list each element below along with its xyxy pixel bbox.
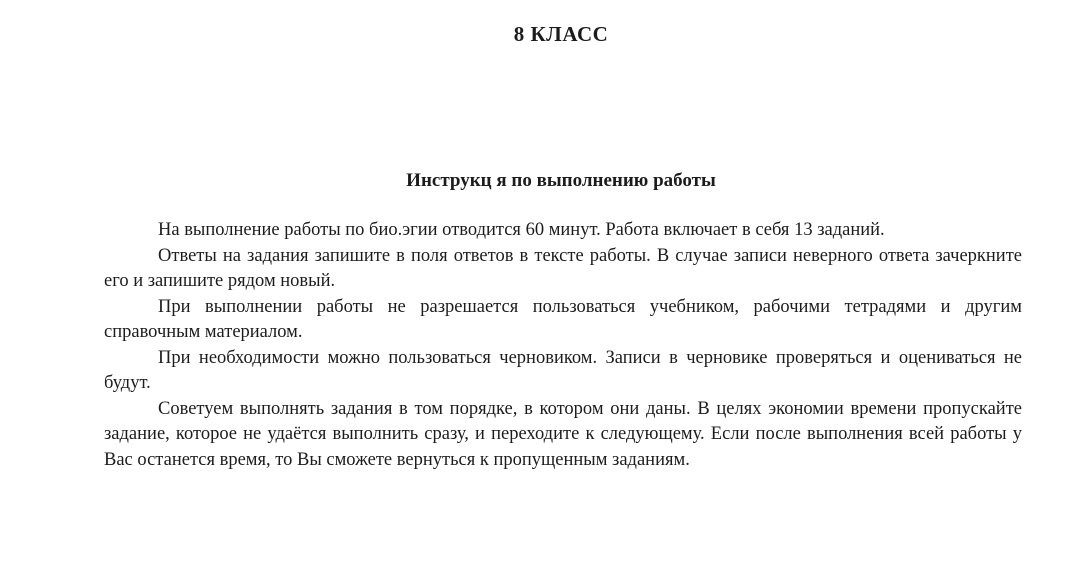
- paragraph-advice: Советуем выполнять задания в том порядке, в котором они даны. В целях экономии времени пропускайте задание, которое не удаётся выполнить сразу, и переходите к следующему. Если после выполнения всей работы у Вас останется время, то Вы сможете вернуться к пропущенным заданиям.: [104, 398, 1022, 470]
- paragraph-time-limit: На выполнение работы по био.эгии отводится 60 минут. Работа включает в себя 13 заданий.: [158, 220, 885, 240]
- paragraph-answers: Ответы на задания запишите в поля ответов в тексте работы. В случае записи неверного ответа зачеркните его и запишите рядом новый.: [104, 245, 1022, 291]
- paragraph-draft: При необходимости можно пользоваться черновиком. Записи в черновике проверяться и оцениваться не будут.: [104, 347, 1022, 393]
- instructions-body: [104, 218, 1022, 473]
- instructions-heading: Инструкц я по выполнению работы: [406, 170, 716, 191]
- grade-heading: 8 КЛАСС: [513, 22, 609, 46]
- paragraph-restrictions: При выполнении работы не разрешается пользоваться учебником, рабочими тетрадями и другим справочным материалом.: [104, 296, 1022, 342]
